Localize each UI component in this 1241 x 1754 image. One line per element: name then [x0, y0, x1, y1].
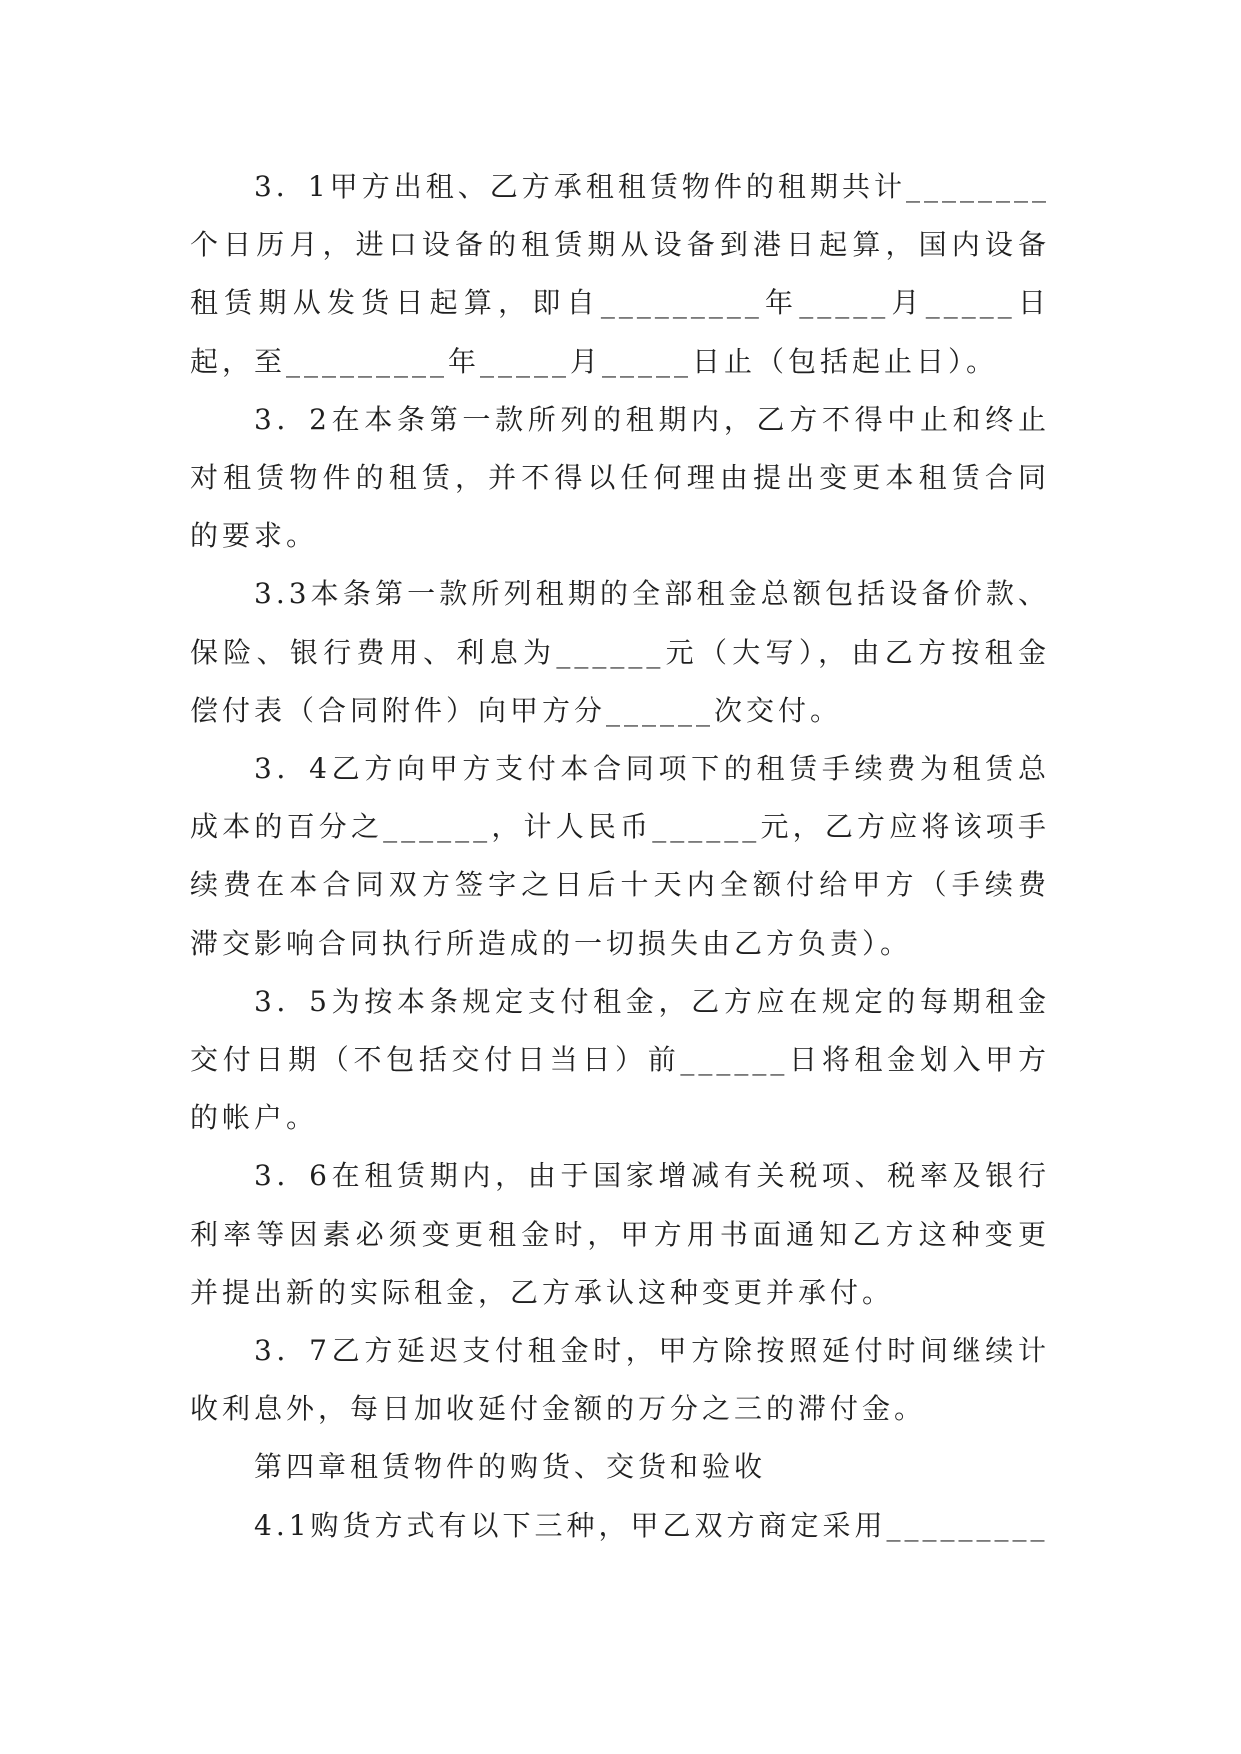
clause-3-2: 3．2在本条第一款所列的租期内，乙方不得中止和终止对租赁物件的租赁，并不得以任何理由提出变更本租赁合同的要求。 [190, 402, 1050, 553]
clause-3-7: 3．7乙方延迟支付租金时，甲方除按照延付时间继续计收利息外，每日加收延付金额的万分之三的滞付金。 [190, 1334, 1050, 1426]
clause-4-1: 4.1购货方式有以下三种，甲乙双方商定采用_________ [254, 1508, 1049, 1542]
clause-3-5: 3．5为按本条规定支付租金，乙方应在规定的每期租金交付日期（不包括交付日当日）前______日将租金划入甲方的帐户。 [190, 984, 1050, 1135]
chapter-4-heading: 第四章租赁物件的购货、交货和验收 [254, 1450, 767, 1484]
clause-3-6: 3．6在租赁期内，由于国家增减有关税项、税率及银行利率等因素必须变更租金时，甲方用书面通知乙方这种变更并提出新的实际租金，乙方承认这种变更并承付。 [190, 1159, 1050, 1309]
clause-3-1: 3．1甲方出租、乙方承租租赁物件的租期共计________个日历月，进口设备的租赁期从设备到港日起算，国内设备租赁期从发货日起算，即自_________年_____月_____日起，至_________年_____月_____日止（包括起止日）。 [190, 170, 1050, 378]
clause-3-4: 3．4乙方向甲方支付本合同项下的租赁手续费为租赁总成本的百分之______，计人民币______元，乙方应将该项手续费在本合同双方签字之日后十天内全额付给甲方（手续费滞交影响合同执行所造成的一切损失由乙方负责）。 [190, 752, 1050, 960]
clause-3-3: 3.3本条第一款所列租期的全部租金总额包括设备价款、保险、银行费用、利息为______元（大写），由乙方按租金偿付表（合同附件）向甲方分______次交付。 [190, 577, 1050, 727]
document-page [190, 158, 1050, 1555]
